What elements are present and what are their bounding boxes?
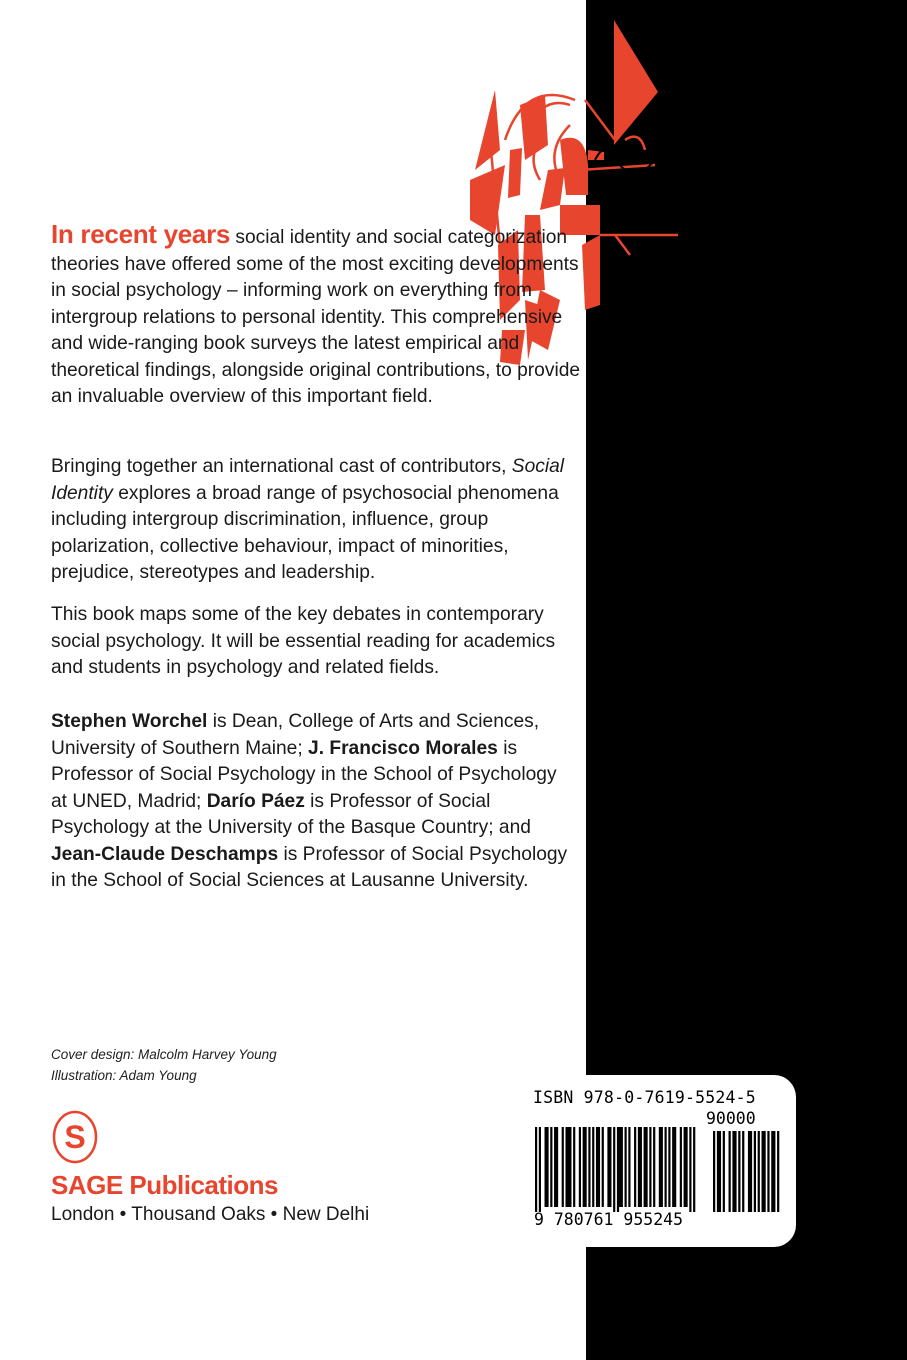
- barcode-bar: [653, 1127, 655, 1207]
- price-code: 90000: [706, 1109, 756, 1128]
- barcode-addon-bar: [723, 1131, 725, 1212]
- barcode-panel: [513, 1075, 796, 1247]
- book-title: Social Identity: [51, 456, 565, 504]
- barcode-bar: [685, 1127, 687, 1207]
- publisher-name: SAGE Publications: [51, 1170, 278, 1200]
- barcode-bar: [583, 1127, 585, 1207]
- barcode-bar: [545, 1127, 547, 1207]
- isbn-number: ISBN 978-0-7619-5524-5: [533, 1088, 756, 1107]
- authors-bio: [51, 709, 571, 895]
- logo-letter: S: [64, 1119, 86, 1155]
- barcode-bar: [607, 1127, 609, 1207]
- barcode-bar: [689, 1127, 691, 1212]
- barcode-bar: [684, 1127, 686, 1207]
- author-name: J. Francisco Morales: [308, 737, 498, 759]
- barcode-addon-bar: [771, 1131, 773, 1212]
- barcode-bar: [550, 1127, 552, 1207]
- barcode-bar: [609, 1127, 611, 1207]
- barcode-bar: [596, 1127, 598, 1207]
- barcode-addon-bar: [762, 1131, 764, 1212]
- barcode-addon-bar: [767, 1131, 769, 1212]
- barcode-bar: [585, 1127, 587, 1207]
- barcode-addon-bar: [754, 1131, 756, 1212]
- barcode-bar: [628, 1127, 630, 1207]
- author-bio-text: is Professor of Social Psychology at the University of the Basque Country; and: [51, 790, 531, 838]
- barcode-bar: [569, 1127, 571, 1207]
- barcode-addon-bar: [777, 1131, 779, 1212]
- barcode-bar: [592, 1127, 594, 1207]
- barcode-addon-bar: [717, 1131, 719, 1212]
- barcode-bar: [634, 1127, 636, 1207]
- barcode-bar: [579, 1127, 581, 1207]
- barcode-bar: [556, 1127, 558, 1207]
- barcode-bar: [668, 1127, 670, 1207]
- author-name: Darío Páez: [206, 790, 305, 812]
- barcode-bar: [665, 1127, 667, 1207]
- barcode-addon-bar: [713, 1131, 715, 1212]
- author-bio-text: is Dean, College of Arts and Sciences, University of Southern Maine;: [51, 711, 540, 759]
- barcode-addon-bar: [719, 1131, 721, 1212]
- barcode-addon-bar: [758, 1131, 760, 1212]
- barcode-bar: [659, 1127, 661, 1207]
- barcode-bar: [644, 1127, 646, 1207]
- author-bio-text: is Professor of Social Psychology in the School of Social Sciences at Lausanne University.: [51, 843, 568, 891]
- design-credits: [51, 1044, 277, 1086]
- sage-s-logo-icon: [52, 1110, 98, 1164]
- barcode-bar: [598, 1127, 600, 1207]
- barcode-addon-bar: [748, 1131, 750, 1212]
- barcode-bar: [621, 1127, 623, 1207]
- barcode-bar: [617, 1127, 619, 1212]
- barcode-addon-bar: [750, 1131, 752, 1212]
- para2-after: explores a broad range of psychosocial phenomena including intergroup discrimination, influence, group polarization, collective behaviour, impact of minorities, prejudice, stereotypes and leadership.: [51, 482, 559, 583]
- intro-paragraph: [51, 221, 581, 411]
- barcode-bar: [565, 1127, 567, 1207]
- intro-text: social identity and social categorization theories have offered some of the most exciting developments in social psychology – informing work on everything from intergroup relations to personal identity. This comprehensive and wide-ranging book surveys the latest empirical and theoretical findings, alongside original contributions, to provide an invaluable overview of this important field.: [51, 227, 581, 407]
- barcode-bar: [674, 1127, 676, 1207]
- barcode-bar: [567, 1127, 569, 1207]
- author-bio-text: is Professor of Social Psychology in the School of Psychology at UNED, Madrid;: [51, 737, 557, 812]
- barcode-bar: [649, 1127, 651, 1207]
- barcode-image: [535, 1127, 780, 1212]
- publisher-cities: London • Thousand Oaks • New Delhi: [51, 1204, 370, 1225]
- barcode-bar: [602, 1127, 604, 1207]
- barcode-addon-bar: [734, 1131, 736, 1212]
- barcode-bar: [539, 1127, 541, 1212]
- barcode-bar: [661, 1127, 663, 1207]
- intro-lead: In recent years: [51, 219, 231, 249]
- barcode-addon-bar: [763, 1131, 765, 1212]
- para3-text: This book maps some of the key debates in contemporary social psychology. It will be essential reading for academics and students in psychology and related fields.: [51, 604, 556, 678]
- barcode-bar: [645, 1127, 647, 1207]
- barcode-bar: [554, 1127, 556, 1207]
- barcode-bar: [573, 1127, 575, 1207]
- debates-paragraph: [51, 602, 581, 682]
- barcode-bar: [625, 1127, 627, 1207]
- contributors-paragraph: [51, 454, 581, 587]
- barcode-addon-bar: [732, 1131, 734, 1212]
- barcode-addon-bar: [742, 1131, 744, 1212]
- barcode-digits: 9 780761 955245: [534, 1210, 684, 1229]
- barcode-bar: [546, 1127, 548, 1207]
- barcode-bar: [562, 1127, 564, 1207]
- barcode-bar: [672, 1127, 674, 1207]
- barcode-bar: [680, 1127, 682, 1207]
- barcode-bar: [638, 1127, 640, 1207]
- barcode-addon-bar: [773, 1131, 775, 1212]
- cover-design-credit: Cover design: Malcolm Harvey Young: [51, 1047, 277, 1062]
- barcode-addon-bar: [738, 1131, 740, 1212]
- barcode-bar: [619, 1127, 621, 1207]
- author-name: Jean-Claude Deschamps: [51, 843, 279, 865]
- barcode-bar: [535, 1127, 537, 1212]
- barcode-bar: [588, 1127, 590, 1207]
- illustration-credit: Illustration: Adam Young: [51, 1068, 197, 1083]
- author-name: Stephen Worchel: [51, 711, 208, 732]
- barcode-bar: [613, 1127, 615, 1212]
- para2-before: Bringing together an international cast of contributors,: [51, 456, 512, 477]
- barcode-addon-bar: [729, 1131, 731, 1212]
- barcode-bar: [640, 1127, 642, 1207]
- barcode-bar: [693, 1127, 695, 1212]
